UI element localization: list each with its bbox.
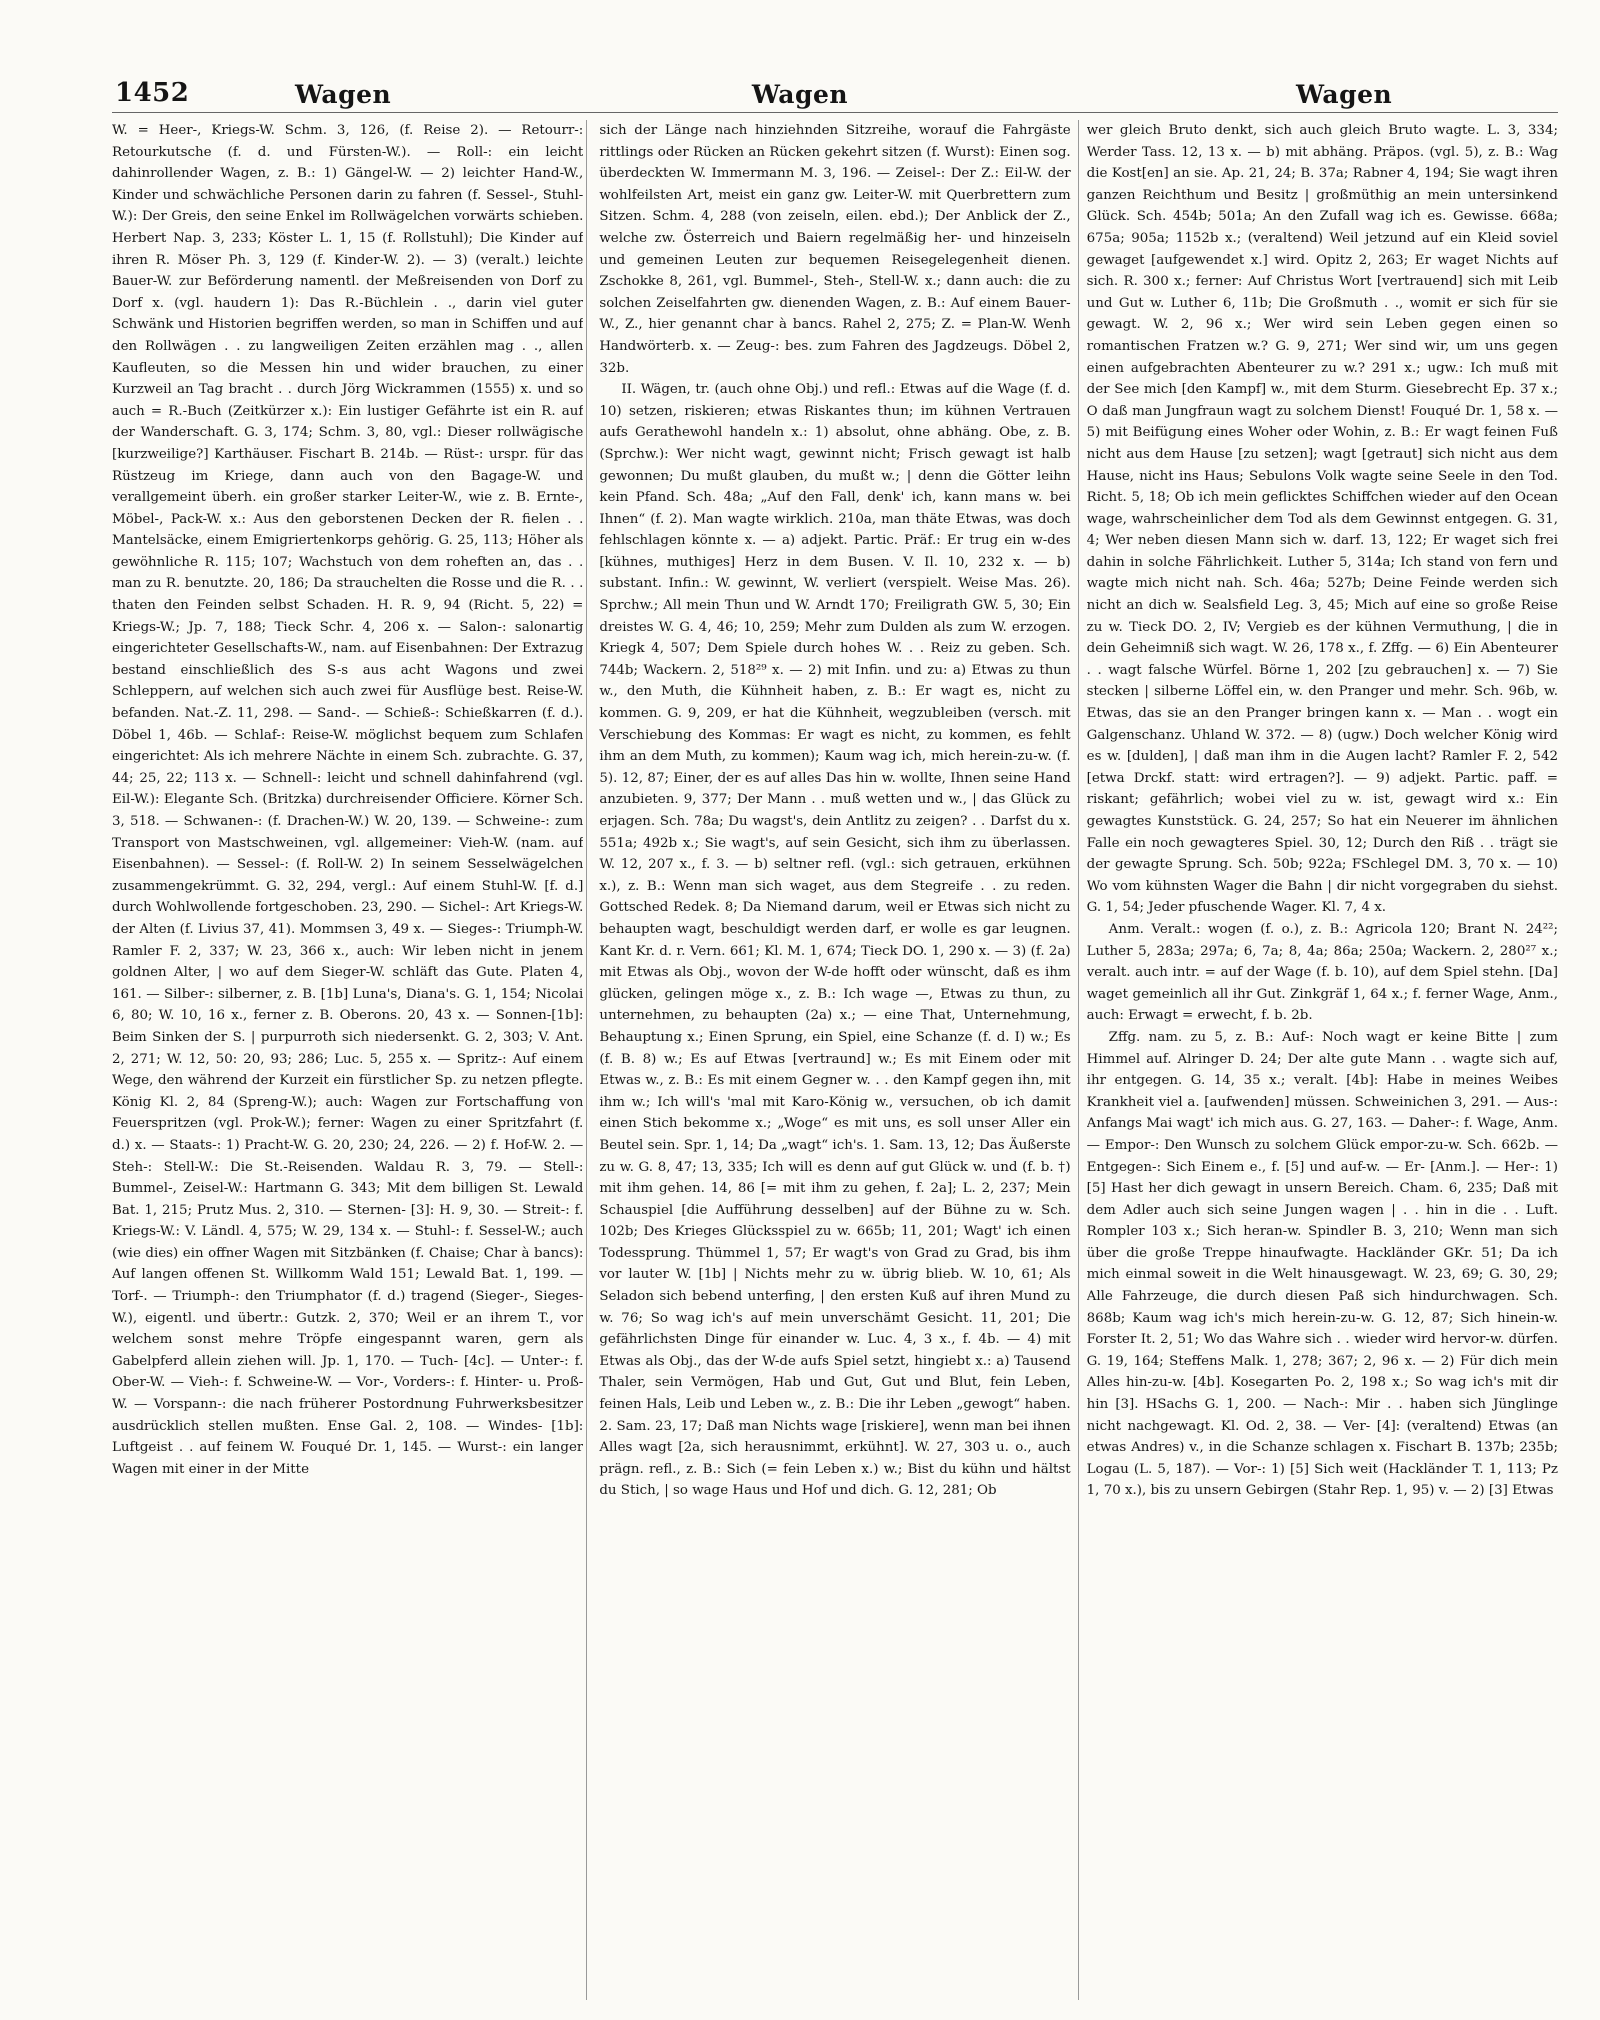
page-number: 1452 bbox=[115, 78, 190, 108]
header-rule bbox=[112, 112, 1558, 113]
column-left bbox=[112, 120, 583, 2005]
running-head-right: Wagen bbox=[1296, 80, 1393, 109]
column-middle bbox=[599, 120, 1070, 2005]
page-header bbox=[0, 72, 1600, 118]
entry-text: Zffg. nam. zu 5, z. B.: Auf-: Noch wagt er keine Bitte | zum Himmel auf. Alringer D. 24; Der alte gute Mann . . wagte sich auf, ihr entgegen. G. 14, 35 x.; veralt. [4b]: Habe in meines Weibes Krankheit viel a. [aufwenden] müssen. Schweinichen 3, 291. — Aus-: Anfangs Mai wagt' ich mich aus. G. 27, 163. — Daher-: f. Wage, Anm. — Empor-: Den Wunsch zu solchem Glück empor-zu-w. Sch. 662b. — Entgegen-: Sich Einem e., f. [5] und auf-w. — Er- [Anm.]. — Her-: 1) [5] Hast her dich gewagt in unsern Bereich. Cham. 6, 235; Daß mit dem Adler auch sich seine Jungen wagen | . . hin in die . . Luft. Rompler 103 x.; Sich heran-w. Spindler B. 3, 210; Wenn man sich über die große Treppe hinaufwagte. Hackländer GKr. 51; Da ich mich einmal soweit in die Welt hinausgewagt. W. 23, 69; G. 30, 29; Alle Fahrzeuge, die durch diesen Paß sich hindurchwagen. Sch. 868b; Kaum wag ich's mich herein-zu-w. G. 12, 87; Sich hinein-w. Forster It. 2, 51; Wo das Wahre sich . . wieder wird hervor-w. dürfen. G. 19, 164; Steffens Malk. 1, 278; 367; 2, 96 x. — 2) Für dich mein Alles hin-zu-w. [4b]. Kosegarten Po. 2, 198 x.; So wag ich's mit dir hin [3]. HSachs G. 1, 200. — Nach-: Mir . . haben sich Jünglinge nicht nachgewagt. Kl. Od. 2, 38. — Ver- [4]: (veraltend) Etwas (an etwas Andres) v., in die Schanze schlagen x. Fischart B. 137b; 235b; Logau (L. 5, 187). — Vor-: 1) [5] Sich weit (Hackländer T. 1, 113; Pz 1, 70 x.), bis zu unsern Gebirgen (Stahr Rep. 1, 95) v. — 2) [3] Etwas bbox=[1086, 1029, 1558, 1499]
entry-text: Anm. Veralt.: wogen (f. o.), z. B.: Agricola 120; Brant N. 24²²; Luther 5, 283a; 297a; 6, 7a; 8, 4a; 86a; 250a; Wackern. 2, 280²⁷ x.; veralt. auch intr. = auf der Wage (f. b. 10), auf dem Spiel stehn. [Da] waget gemeinlich all ihr Gut. Zinkgräf 1, 64 x.; f. ferner Wage, Anm., auch: Erwagt = erwecht, f. b. 2b. bbox=[1086, 921, 1558, 1024]
column-right bbox=[1087, 120, 1558, 2005]
entry-text: sich der Länge nach hinziehnden Sitzreihe, worauf die Fahrgäste rittlings oder Rücken an Rücken gekehrt sitzen (f. Wurst): Einen sog. überdeckten W. Immermann M. 3, 196. — Zeisel-: Der Z.: Eil-W. der wohlfeilsten Art, meist ein ganz gw. Leiter-W. mit Querbrettern zum Sitzen. Schm. 4, 288 (von zeiseln, eilen. ebd.); Der Anblick der Z., welche zw. Österreich und Baiern regelmäßig her- und hinzeiseln und gemeinen Leuten zur bequemen Reisegelegenheit dienen. Zschokke 8, 261, vgl. Bummel-, Steh-, Stell-W. x.; dann auch: die zu solchen Zeiselfahrten gw. dienenden Wagen, z. B.: Auf einem Bauer-W., Z., hier genannt char à bancs. Rahel 2, 275; Z. = Plan-W. Wenh Handwörterb. x. — Zeug-: bes. zum Fahren des Jagdzeugs. Döbel 2, 32b. bbox=[599, 123, 1071, 376]
entry-text: II. Wägen, tr. (auch ohne Obj.) und refl.: Etwas auf die Wage (f. d. 10) setzen, riskieren; etwas Riskantes thun; im kühnen Vertrauen aufs Gerathewohl handeln x.: 1) absolut, ohne abhäng. Obe, z. B. (Sprchw.): Wer nicht wagt, gewinnt nicht; Frisch gewagt ist halb gewonnen; Du mußt glauben, du mußt w.; | denn die Götter leihn kein Pfand. Sch. 48a; „Auf den Fall, denk' ich, kann mans w. bei Ihnen“ (f. 2). Man wagte wirklich. 210a, man thäte Etwas, was doch fehlschlagen könnte x. — a) adjekt. Partic. Präf.: Er trug ein w-des [kühnes, muthiges] Herz in dem Busen. V. Il. 10, 232 x. — b) substant. Infin.: W. gewinnt, W. verliert (verspielt. Weise Mas. 26). Sprchw.; All mein Thun und W. Arndt 170; Freiligrath GW. 5, 30; Ein dreistes W. G. 4, 46; 10, 259; Mehr zum Dulden als zum W. erzogen. Kriegk 4, 507; Dem Spiele durch hohes W. . . Reiz zu geben. Sch. 744b; Wackern. 2, 518²⁹ x. — 2) mit Infin. und zu: a) Etwas zu thun w., den Muth, die Kühnheit haben, z. B.: Er wagt es, nicht zu kommen. G. 9, 209, er hat die Kühnheit, wegzubleiben (versch. mit Verschiebung des Kommas: Er wagt es nicht, zu kommen, es fehlt ihm an dem Muth, zu kommen); Kaum wag ich, mich herein-zu-w. (f. 5). 12, 87; Einer, der es auf alles Das hin w. wollte, Ihnen seine Hand anzubieten. 9, 377; Der Mann . . muß wetten und w., | das Glück zu erjagen. Sch. 78a; Du wagst's, dein Antlitz zu zeigen? . . Darfst du x. 551a; 492b x.; Sie wagt's, auf sein Gesicht, sich ihm zu überlassen. W. 12, 207 x., f. 3. — b) seltner refl. (vgl.: sich getrauen, erkühnen x.), z. B.: Wenn man sich waget, aus dem Stegreife . . zu reden. Gottsched Redek. 8; Da Niemand darum, weil er Etwas sich nicht zu behaupten wagt, beschuldigt werden darf, er wolle es gar leugnen. Kant Kr. d. r. Vern. 661; Kl. M. 1, 674; Tieck DO. 1, 290 x. — 3) (f. 2a) mit Etwas als Obj., wovon der W-de hofft oder wünscht, daß es ihm glücken, gelingen möge x., z. B.: Ich wage —, Etwas zu thun, zu unternehmen, zu behaupten (2a) x.; — eine That, Unternehmung, Behauptung x.; Einen Sprung, ein Spiel, eine Schanze (f. d. I) w.; Es (f. B. 8) w.; Es auf Etwas [vertraund] w.; Es mit Einem oder mit Etwas w., z. B.: Es mit einem Gegner w. . . den Kampf gegen ihn, mit ihm w.; Ich will's 'mal mit Karo-König w., versuchen, ob ich damit einen Stich bekomme x.; „Woge“ es mit uns, es soll unser Aller ein Beutel sein. Spr. 1, 14; Da „wagt“ ich's. 1. Sam. 13, 12; Das Äußerste zu w. G. 8, 47; 13, 335; Ich will es denn auf gut Glück w. und (f. b. †) mit ihm gehen. 14, 86 [= mit ihm zu gehen, f. 2a]; L. 2, 237; Mein Schauspiel [die Aufführung desselben] auf der Bühne zu w. Sch. 102b; Des Krieges Glücksspiel zu w. 665b; 11, 201; Wagt' ich einen Todessprung. Thümmel 1, 57; Er wagt's von Grad zu Grad, bis ihm vor lauter W. [1b] | Nichts mehr zu w. übrig blieb. W. 10, 61; Als Seladon sich bebend unterfing, | den ersten Kuß auf ihren Mund zu w. 76; So wag ich's auf mein unverschämt Gesicht. 11, 201; Die gefährlichsten Dinge für einander w. Luc. 4, 3 x., f. 4b. — 4) mit Etwas als Obj., das der W-de aufs Spiel setzt, hingiebt x.: a) Tausend Thaler, sein Vermögen, Hab und Gut, Gut und Blut, fein Leben, feinen Hals, Leib und Leben w., z. B.: Die ihr Leben „gewogt“ haben. 2. Sam. 23, 17; Daß man Nichts wage [riskiere], wenn man bei ihnen Alles wagt [2a, sich herausnimmt, erkühnt]. W. 27, 303 u. o., auch prägn. refl., z. B.: Sich (= fein Leben x.) w.; Bist du kühn und hältst du Stich, | so wage Haus und Hof und dich. G. 12, 281; Ob bbox=[599, 382, 1071, 1499]
entry-text: W. = Heer-, Kriegs-W. Schm. 3, 126, (f. Reise 2). — Retourr-: Retourkutsche (f. d. und Fürsten-W.). — Roll-: ein leicht dahinrollender Wagen, z. B.: 1) Gängel-W. — 2) leichter Hand-W., Kinder und schwächliche Personen darin zu fahren (f. Sessel-, Stuhl-W.): Der Greis, den seine Enkel im Rollwägelchen vorwärts schieben. Herbert Nap. 3, 233; Köster L. 1, 15 (f. Rollstuhl); Die Kinder auf ihren R. Möser Ph. 3, 129 (f. Kinder-W. 2). — 3) (veralt.) leichte Bauer-W. zur Beförderung namentl. der Meßreisenden von Dorf zu Dorf x. (vgl. haudern 1): Das R.-Büchlein . ., darin viel guter Schwänk und Historien begriffen werden, so man in Schiffen und auf den Rollwägen . . zu langweiligen Zeiten erzählen mag . ., allen Kaufleuten, so die Messen hin und wider brauchen, zu einer Kurzweil an Tag bracht . . durch Jörg Wickrammen (1555) x. und so auch = R.-Buch (Zeitkürzer x.): Ein lustiger Gefährte ist ein R. auf der Wanderschaft. G. 3, 174; Schm. 3, 80, vgl.: Dieser rollwägische [kurzweilige?] Karthäuser. Fischart B. 214b. — Rüst-: urspr. für das Rüstzeug im Kriege, dann auch von den Bagage-W. und verallgemeint überh. ein großer starker Leiter-W., wie z. B. Ernte-, Möbel-, Pack-W. x.: Aus den geborstenen Decken der R. fielen . . Mantelsäcke, einem Emigriertenkorps gehörig. G. 25, 113; Höher als gewöhnliche R. 115; 107; Wachstuch von dem roheften an, das . . man zu R. benutzte. 20, 186; Da strauchelten die Rosse und die R. . . thaten den Feinden selbst Schaden. H. R. 9, 94 (Richt. 5, 22) = Kriegs-W.; Jp. 7, 188; Tieck Schr. 4, 206 x. — Salon-: salonartig eingerichteter Gesellschafts-W., nam. auf Eisenbahnen: Der Extrazug bestand einschließlich des S-s aus acht Wagons und zwei Schleppern, auf welchen sich auch zwei für Ausflüge best. Reise-W. befanden. Nat.-Z. 11, 298. — Sand-. — Schieß-: Schießkarren (f. d.). Döbel 1, 46b. — Schlaf-: Reise-W. möglichst bequem zum Schlafen eingerichtet: Als ich mehrere Nächte in einem Sch. zubrachte. G. 37, 44; 25, 22; 113 x. — Schnell-: leicht und schnell dahinfahrend (vgl. Eil-W.): Elegante Sch. (Britzka) durchreisender Officiere. Körner Sch. 3, 518. — Schwanen-: (f. Drachen-W.) W. 20, 139. — Schweine-: zum Transport von Mastschweinen, vgl. allgemeiner: Vieh-W. (nam. auf Eisenbahnen). — Sessel-: (f. Roll-W. 2) In seinem Sesselwägelchen zusammengekrümmt. G. 32, 294, vergl.: Auf einem Stuhl-W. [f. d.] durch Wohlwollende fortgeschoben. 23, 290. — Sichel-: Art Kriegs-W. der Alten (f. Livius 37, 41). Mommsen 3, 49 x. — Sieges-: Triumph-W. Ramler F. 2, 337; W. 23, 366 x., auch: Wir leben nicht in jenem goldnen Alter, | wo auf dem Sieger-W. schläft das Gute. Platen 4, 161. — Silber-: silberner, z. B. [1b] Luna's, Diana's. G. 1, 154; Nicolai 6, 80; W. 10, 16 x., ferner z. B. Oberons. 20, 43 x. — Sonnen-[1b]: Beim Sinken der S. | purpurroth sich niedersenkt. G. 2, 303; V. Ant. 2, 271; W. 12, 50: 20, 93; 286; Luc. 5, 255 x. — Spritz-: Auf einem Wege, den während der Kurzeit ein fürstlicher Sp. zu netzen pflegte. König Kl. 2, 84 (Spreng-W.); auch: Wagen zur Fortschaffung von Feuerspritzen (vgl. Prok-W.); ferner: Wagen zu einer Spritzfahrt (f. d.) x. — Staats-: 1) Pracht-W. G. 20, 230; 24, 226. — 2) f. Hof-W. 2. — Steh-: Stell-W.: Die St.-Reisenden. Waldau R. 3, 79. — Stell-: Bummel-, Zeisel-W.: Hartmann G. 343; Mit dem billigen St. Lewald Bat. 1, 215; Prutz Mus. 2, 310. — Sternen- [3]: H. 9, 30. — Streit-: f. Kriegs-W.: V. Ländl. 4, 575; W. 29, 134 x. — Stuhl-: f. Sessel-W.; auch (wie dies) ein offner Wagen mit Sitzbänken (f. Chaise; Char à bancs): Auf langen offenen St. Willkomm Wald 151; Lewald Bat. 1, 199. — Torf-. — Triumph-: den Triumphator (f. d.) tragend (Sieger-, Sieges-W.), eigentl. und übertr.: Gutzk. 2, 370; Weil er an ihrem T., vor welchem sonst mehre Tröpfe eingespannt waren, gern als Gabelpferd allein ziehen will. Jp. 1, 170. — Tuch- [4c]. — Unter-: f. Ober-W. — Vieh-: f. Schweine-W. — Vor-, Vorders-: f. Hinter- u. Proß-W. — Vorspann-: die nach früherer Postordnung Fuhrwerksbesitzer ausdrücklich stellen mußten. Ense Gal. 2, 108. — Windes- [1b]: Luftgeist . . auf feinem W. Fouqué Dr. 1, 145. — Wurst-: ein langer Wagen mit einer in der Mitte bbox=[112, 123, 584, 1477]
dictionary-columns bbox=[112, 120, 1558, 2005]
running-head-left: Wagen bbox=[295, 80, 392, 109]
entry-text: wer gleich Bruto denkt, sich auch gleich Bruto wagte. L. 3, 334; Werder Tass. 12, 13 x. — b) mit abhäng. Präpos. (vgl. 5), z. B.: Wag die Kost[en] an sie. Ap. 21, 24; B. 37a; Rabner 4, 194; Sie wagt ihren ganzen Reichthum und Besitz | großmüthig an mein untersinkend Glück. Sch. 454b; 501a; An den Zufall wag ich es. Gewisse. 668a; 675a; 905a; 1152b x.; (veraltend) Weil jetzund auf ein Kleid soviel gewaget [aufgewendet x.] wird. Opitz 2, 263; Er waget Nichts auf sich. R. 300 x.; ferner: Auf Christus Wort [vertrauend] sich mit Leib und Gut w. Luther 6, 11b; Die Großmuth . ., womit er sich für sie gewagt. W. 2, 96 x.; Wer wird sein Leben gegen einen so romantischen Fratzen w.? G. 9, 271; Wer sind wir, um uns gegen einen aufgebrachten Abenteurer zu w.? 291 x.; ugw.: Ich muß mit der See mich [den Kampf] w., mit dem Sturm. Giesebrecht Ep. 37 x.; O daß man Jungfraun wagt zu solchem Dienst! Fouqué Dr. 1, 58 x. — 5) mit Beifügung eines Woher oder Wohin, z. B.: Er wagt feinen Fuß nicht aus dem Hause [zu setzen]; wagt [getraut] sich nicht aus dem Hause, nicht ins Haus; Sebulons Volk wagte seine Seele in den Tod. Richt. 5, 18; Ob ich mein geflicktes Schiffchen wieder auf den Ocean wage, wahrscheinlicher dem Tod als dem Gewinnst entgegen. G. 31, 4; Wer neben diesen Mann sich w. darf. 13, 122; Er waget sich frei dahin in solche Fährlichkeit. Luther 5, 314a; Ich stand von fern und wagte mich nicht nah. Sch. 46a; 527b; Deine Feinde werden sich nicht an dich w. Sealsfield Leg. 3, 45; Mich auf eine so große Reise zu w. Tieck DO. 2, IV; Vergieb es der kühnen Vermuthung, | die in dein Geheimniß sich wagt. W. 26, 178 x., f. Zffg. — 6) Ein Abenteurer . . wagt falsche Würfel. Börne 1, 202 [zu gebrauchen] x. — 7) Sie stecken | silberne Löffel ein, w. den Pranger und mehr. Sch. 96b, w. Etwas, das sie an den Pranger bringen kann x. — Man . . wogt ein Galgenschanz. Uhland W. 372. — 8) (ugw.) Doch welcher König wird es w. [dulden], | daß man ihm in die Augen lacht? Ramler F. 2, 542 [etwa Drckf. statt: wird ertragen?]. — 9) adjekt. Partic. paff. = riskant; gefährlich; wobei viel zu w. ist, gewagt wird x.: Ein gewagtes Kunststück. G. 24, 257; So hat ein Neuerer im ähnlichen Falle ein noch gewagteres Spiel. 30, 12; Durch den Riß . . trägt sie der gewagte Sprung. Sch. 50b; 922a; FSchlegel DM. 3, 70 x. — 10) Wo vom kühnsten Wager die Bahn | dir nicht vorgegraben du siehst. G. 1, 54; Jeder pfuschende Wager. Kl. 7, 4 x. bbox=[1086, 123, 1558, 916]
running-head-center: Wagen bbox=[751, 80, 849, 109]
